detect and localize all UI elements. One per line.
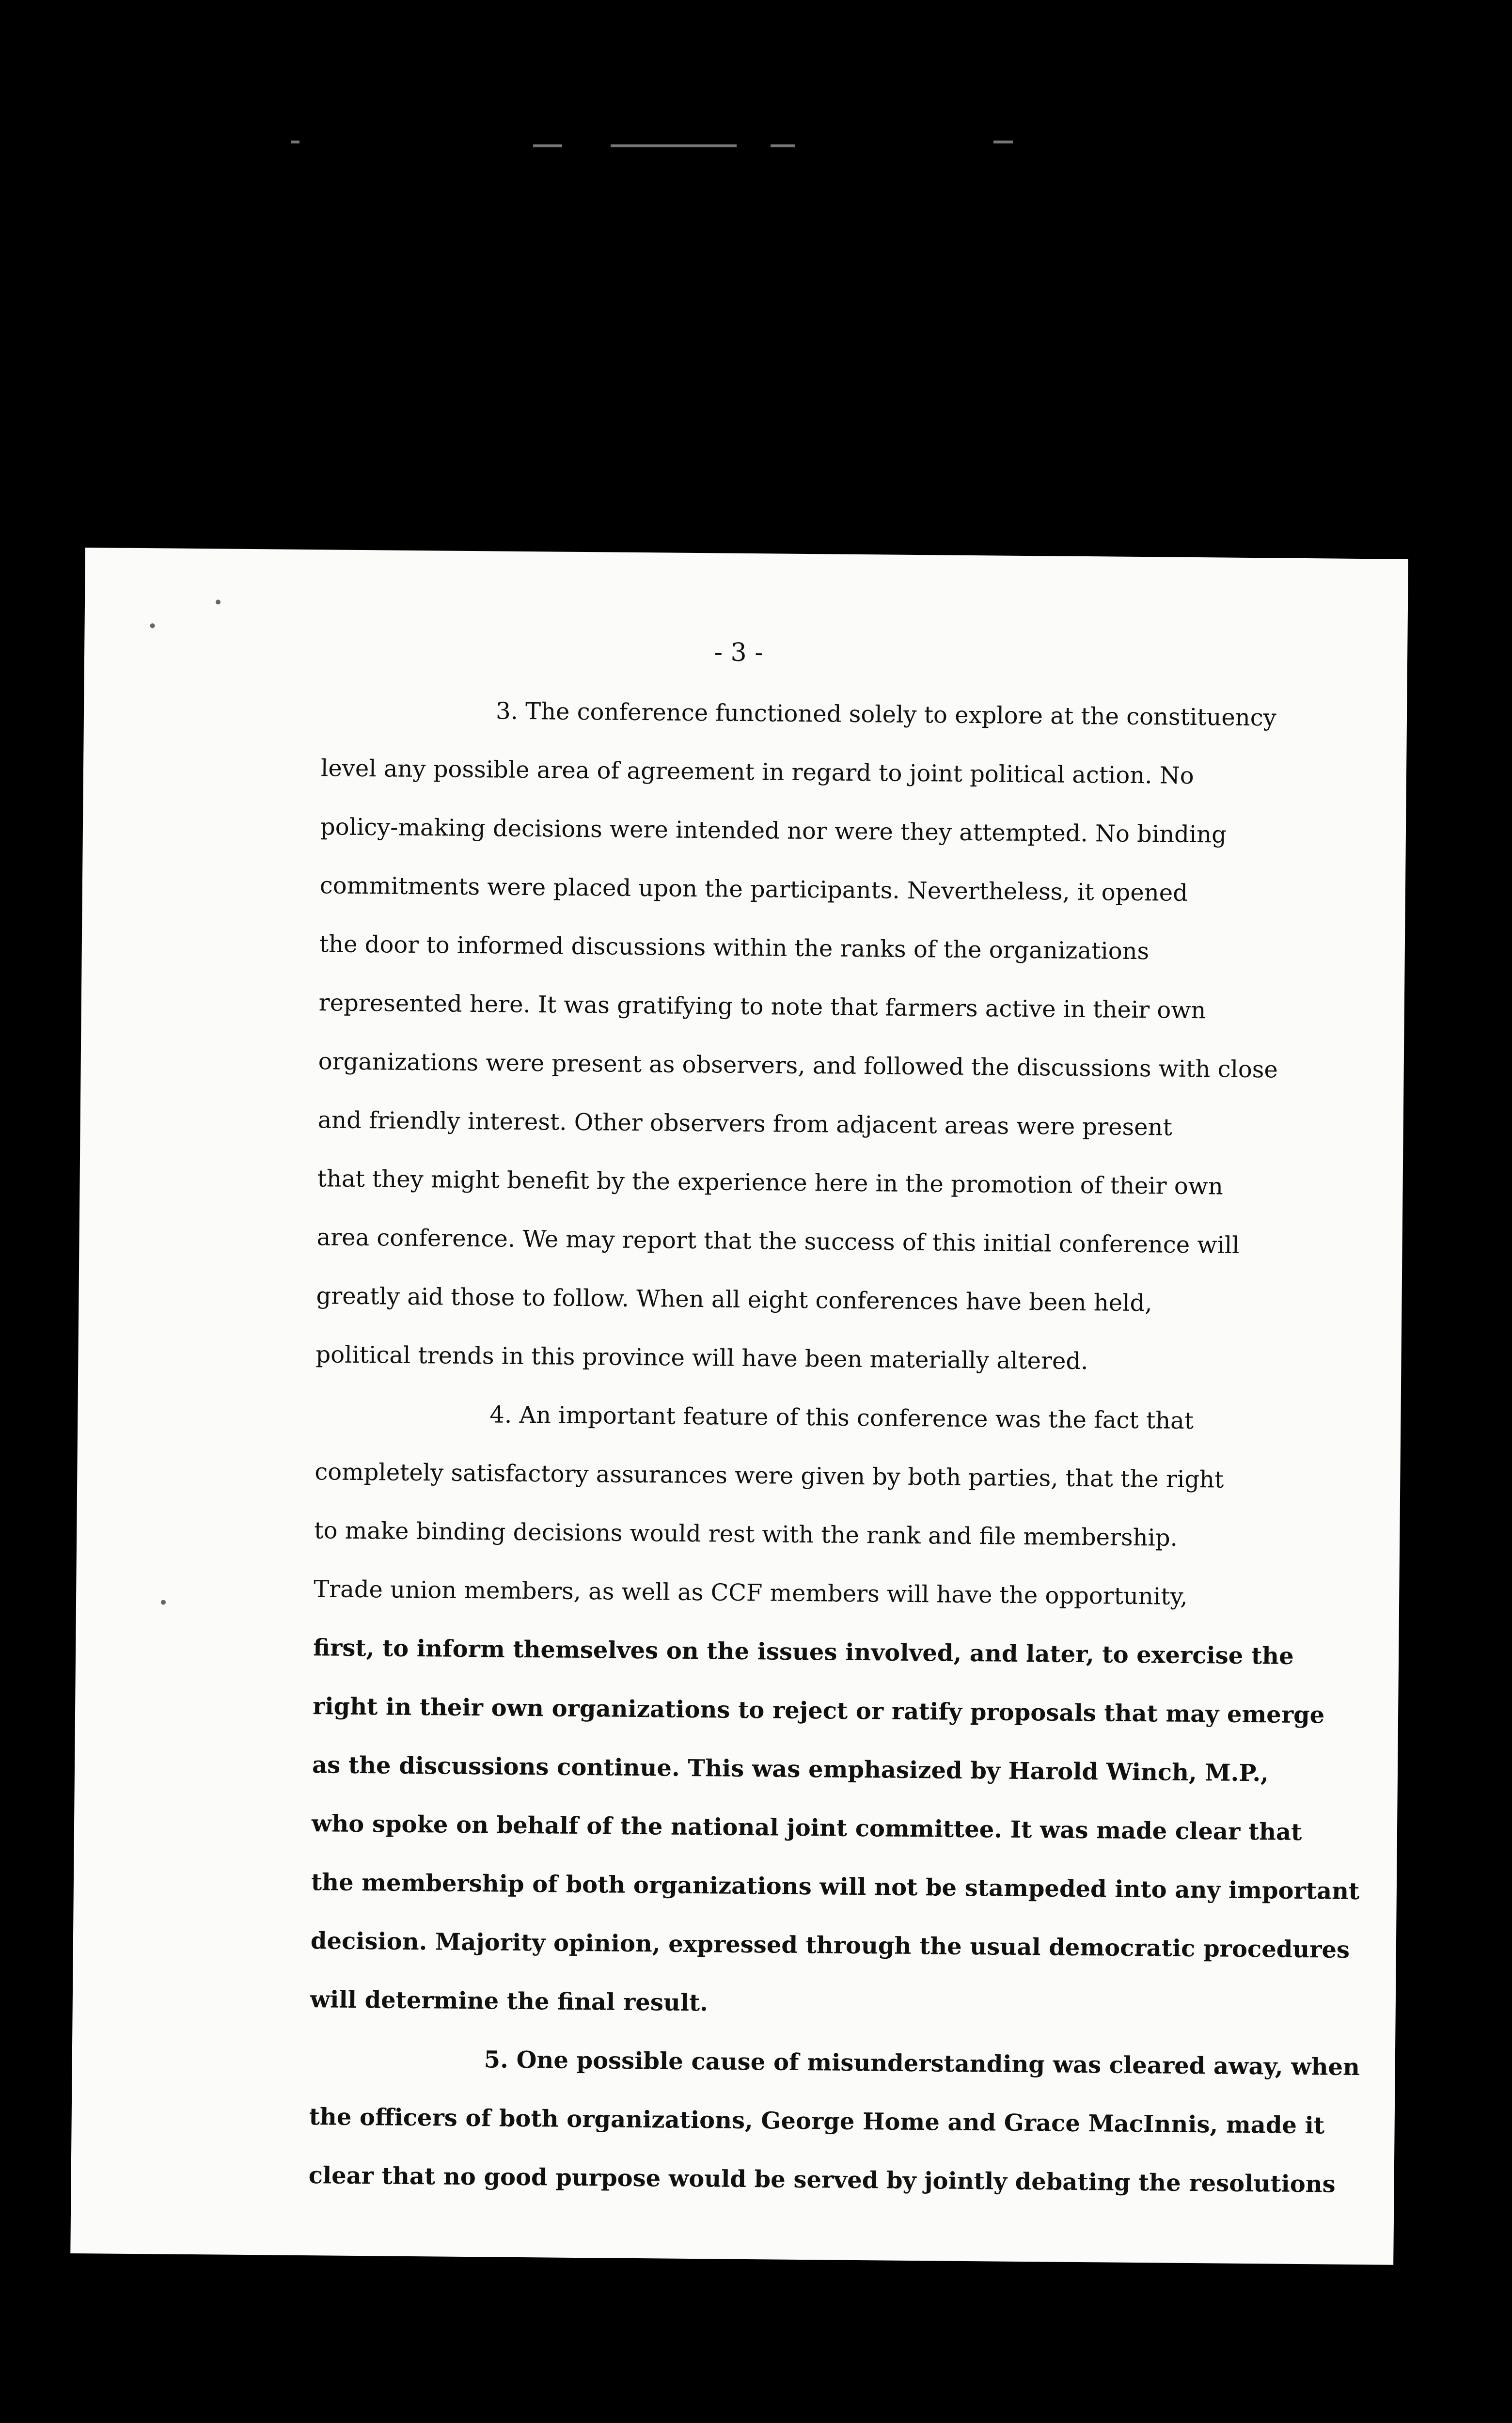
text-line: policy-making decisions were intended nor were they attempted. No binding [320,813,1227,849]
film-speck [611,144,737,147]
text-line: commitments were placed upon the participants. Nevertheless, it opened [319,872,1188,907]
text-line: the membership of both organizations will not be stampeded into any important [311,1869,1360,1905]
text-line: the officers of both organizations, George Home and Grace MacInnis, made it [309,2103,1325,2140]
text-line: the door to informed discussions within the ranks of the organizations [319,930,1150,965]
film-specks [0,0,1512,194]
text-line: completely satisfactory assurances were given by both parties, that the right [315,1458,1224,1494]
text-line: will determine the final result. [310,1986,709,2017]
film-speck [291,141,299,143]
text-line: 3. The conference functioned solely to explore at the constituency [495,697,1276,732]
paper-mark [150,623,155,628]
text-line: Trade union members, as well as CCF members will have the opportunity, [314,1575,1188,1610]
text-line: that they might benefit by the experience here in the promotion of their own [317,1165,1223,1200]
text-line: area conference. We may report that the success of this initial conference will [316,1224,1240,1259]
text-line: right in their own organizations to reject or ratify proposals that may emerge [312,1693,1325,1729]
text-line: 4. An important feature of this conference was the fact that [489,1401,1194,1435]
page-number: - 3 - [714,638,764,668]
text-line: organizations were present as observers, and followed the discussions with close [318,1048,1278,1084]
text-line: represented here. It was gratifying to note that farmers active in their own [318,989,1206,1024]
text-line: level any possible area of agreement in regard to joint political action. No [320,755,1194,789]
text-line: 5. One possible cause of misunderstanding was cleared away, when [484,2046,1360,2081]
text-line: as the discussions continue. This was emphasized by Harold Winch, M.P., [312,1751,1269,1787]
paper-mark [216,599,220,604]
text-line: to make binding decisions would rest with the rank and file membership. [314,1517,1178,1552]
document-page [70,548,1408,2265]
film-speck [771,144,795,147]
film-speck [533,144,562,147]
text-line: political trends in this province will have been materially altered. [315,1341,1088,1375]
film-speck [993,141,1013,143]
text-line: and friendly interest. Other observers from adjacent areas were present [317,1106,1172,1141]
text-line: greatly aid those to follow. When all eight conferences have been held, [316,1282,1152,1317]
text-line: who spoke on behalf of the national joint committee. It was made clear that [311,1810,1302,1846]
text-line: decision. Majority opinion, expressed through the usual democratic procedures [310,1927,1350,1964]
body-text [308,680,1412,2215]
text-line: clear that no good purpose would be served by jointly debating the resolutions [308,2162,1336,2198]
text-line: first, to inform themselves on the issues involved, and later, to exercise the [313,1634,1294,1670]
paper-mark [161,1600,166,1605]
